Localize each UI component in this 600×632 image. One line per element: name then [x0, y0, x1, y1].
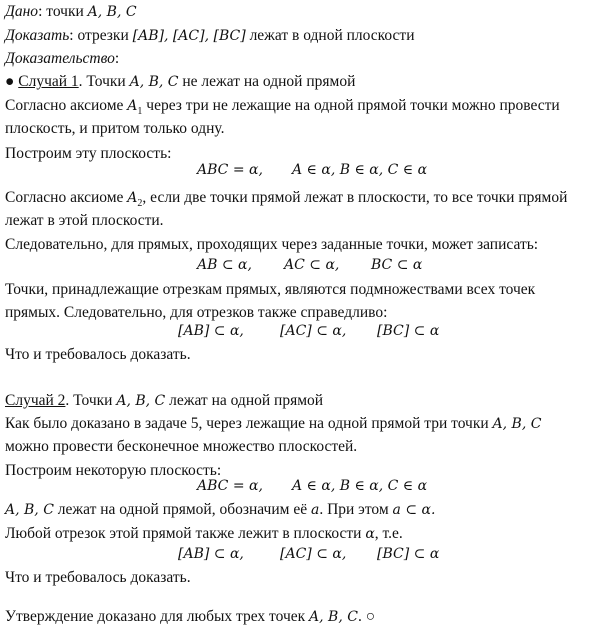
- case2-formula-points: A ∈ α, B ∈ α, C ∈ α: [292, 478, 428, 494]
- case2-any-segment: Любой отрезок этой прямой также лежит в плоскости α, т.е.: [5, 525, 403, 542]
- case2-title: Случай 2. Точки A, B, C лежат на одной прямой: [5, 392, 324, 409]
- case1-seg-ab: [AB] ⊂ α,: [178, 323, 244, 339]
- case1-lines-intro: Следовательно, для прямых, проходящих через заданные точки, может записать:: [5, 236, 539, 253]
- case1-axiom2: Согласно аксиоме $A_2$, если две точки прямой лежат в плоскости, то все точки прямой: [5, 189, 568, 210]
- case1-line-ac: AC ⊂ α,: [284, 257, 340, 273]
- case1-formula-points: A ∈ α, B ∈ α, C ∈ α: [292, 162, 428, 178]
- case2-formula-plane: ABC = α,: [197, 478, 263, 494]
- prove-line: Доказать: отрезки [AB], [AC], [BC] лежат в одной плоскости: [5, 27, 415, 44]
- conclusion: Утверждение доказано для любых трех точек A, B, C. ○: [5, 608, 376, 625]
- proof-label: Доказательство:: [5, 50, 120, 67]
- case2-seg-bc: [BC] ⊂ α: [377, 546, 440, 562]
- case1-line-bc: BC ⊂ α: [371, 257, 423, 273]
- case1-axiom2-cont: лежат в этой плоскости.: [5, 212, 164, 229]
- bullet: ●: [5, 73, 15, 90]
- case2-proved-cont: можно провести бесконечное множество плоскостей.: [5, 438, 358, 455]
- case1-seg-bc: [BC] ⊂ α: [377, 323, 440, 339]
- case1-title: ● Случай 1. Точки A, B, C не лежат на одной прямой: [5, 73, 356, 90]
- case1-points-b: прямых. Следовательно, для отрезков также справедливо:: [5, 304, 388, 321]
- case1-line-ab: AB ⊂ α,: [197, 257, 252, 273]
- case2-qed: Что и требовалось доказать.: [5, 569, 191, 586]
- given-line: Дано: точки A, B, C: [5, 3, 137, 20]
- case2-proved: Как было доказано в задаче 5, через лежащие на одной прямой три точки A, B, C: [5, 415, 542, 432]
- case1-points-a: Точки, принадлежащие отрезкам прямых, являются подмножествами всех точек: [5, 281, 536, 298]
- case2-build: Построим некоторую плоскость:: [5, 462, 222, 479]
- case1-formula-plane: ABC = α,: [197, 162, 263, 178]
- case2-line-def: A, B, C лежат на одной прямой, обозначим её a. При этом a ⊂ α.: [5, 501, 436, 518]
- given-label: Дано: [5, 3, 39, 20]
- case2-seg-ac: [AC] ⊂ α,: [280, 546, 347, 562]
- case1-axiom1-cont: плоскость, и притом только одну.: [5, 120, 225, 137]
- case1-seg-ac: [AC] ⊂ α,: [280, 323, 347, 339]
- case1-qed: Что и требовалось доказать.: [5, 346, 191, 363]
- case1-build: Построим эту плоскость:: [5, 145, 172, 162]
- case1-axiom1: Согласно аксиоме $A_1$ через три не лежащие на одной прямой точки можно провести: [5, 97, 560, 118]
- prove-label: Доказать: [5, 27, 70, 44]
- case2-seg-ab: [AB] ⊂ α,: [178, 546, 244, 562]
